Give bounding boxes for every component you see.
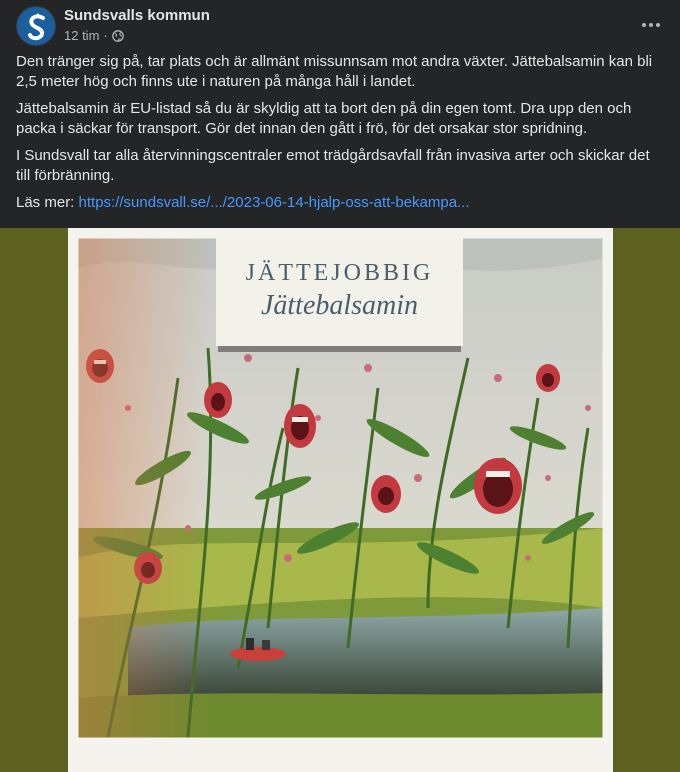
sundsvall-logo-icon: [17, 7, 56, 46]
post-paragraph-2: Jättebalsamin är EU-listad så du är skyldig att ta bort den på din egen tomt. Dra upp den och packa i säckar för transport. Gör det innan den gått i frö, för det orsakar stor spridning.: [16, 100, 632, 137]
post-header: [16, 6, 664, 48]
read-more-link[interactable]: https://sundsvall.se/.../2023-06-14-hjalp-oss-att-bekampa...: [78, 194, 470, 211]
post-paragraph-3: I Sundsvall tar alla återvinningscentraler emot trädgårdsavfall från invasiva arter och skickar det till förbränning.: [16, 147, 650, 184]
post-media[interactable]: [0, 228, 680, 772]
post-body: [16, 52, 664, 220]
page-avatar[interactable]: [16, 6, 56, 46]
poster-image[interactable]: [68, 228, 613, 772]
poster-title-top: JÄTTEJOBBIG: [245, 260, 434, 286]
post-paragraph-1: Den tränger sig på, tar plats och är allmänt missunnsam mot andra växter. Jättebalsamin kan bli 2,5 meter hög och finns ute i naturen på många håll i landet.: [16, 53, 653, 90]
post-time[interactable]: 12 tim: [64, 28, 100, 43]
poster-title-bottom: Jättebalsamin: [260, 290, 419, 321]
globe-icon: [112, 30, 124, 42]
poster-title-card: [216, 238, 463, 346]
read-more-label: Läs mer:: [16, 194, 75, 211]
post-meta: [64, 28, 124, 43]
more-options-icon[interactable]: [636, 10, 666, 40]
author-name[interactable]: Sundsvalls kommun: [64, 7, 210, 24]
read-more-line: [16, 193, 664, 213]
meta-separator: ·: [103, 28, 108, 43]
